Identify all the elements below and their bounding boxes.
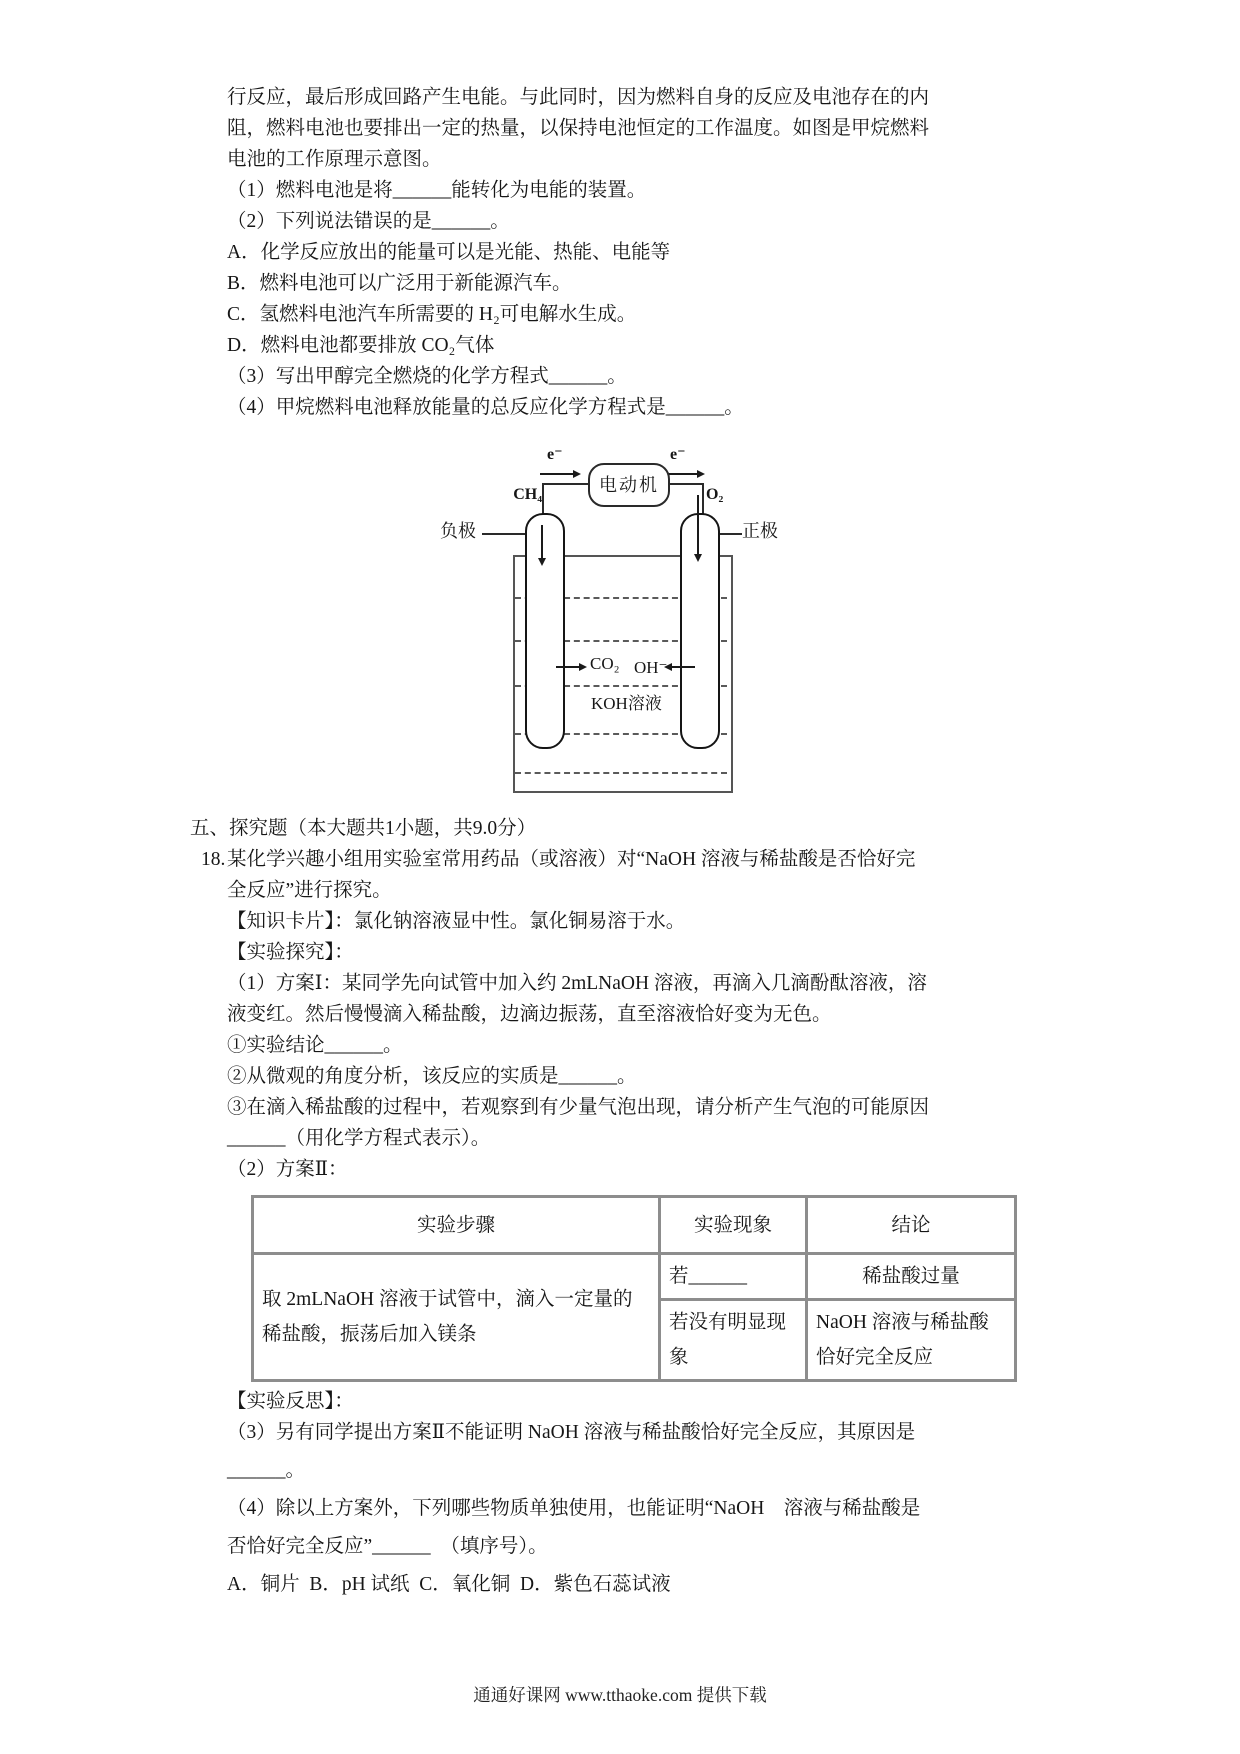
sub-question-1: ①实验结论______。: [227, 1035, 403, 1056]
cell-phenomenon: 若______: [660, 1254, 807, 1300]
motor-box: [588, 463, 670, 507]
header-steps: 实验步骤: [253, 1197, 660, 1254]
question-number: 18.: [201, 849, 226, 870]
electron-arrow-left: [540, 473, 578, 475]
sub-question-4: 否恰好完全反应”______ （填序号）。: [227, 1536, 548, 1557]
question-item-4: （4）甲烷燃料电池释放能量的总反应化学方程式是______。: [227, 397, 744, 418]
header-phenomenon: 实验现象: [660, 1197, 807, 1254]
page-content: [190, 82, 989, 1600]
question-item-3: （3）写出甲醇完全燃烧的化学方程式______。: [227, 366, 627, 387]
cell-conclusion: 稀盐酸过量: [807, 1254, 1016, 1300]
cell-conclusion: NaOH 溶液与稀盐酸恰好完全反应: [807, 1300, 1016, 1381]
plan1-line: 液变红。然后慢慢滴入稀盐酸，边滴边振荡，直至溶液恰好变为无色。: [227, 1004, 832, 1025]
electrolyte-label: KOH溶液: [591, 694, 662, 713]
negative-electrode-line: [482, 533, 525, 535]
positive-electrode-tube: [680, 513, 720, 749]
wire-left-down: [542, 483, 544, 517]
plan1-line: （1）方案Ⅰ：某同学先向试管中加入约 2mLNaOH 溶液，再滴入几滴酚酞溶液，溶: [227, 973, 927, 994]
paragraph-line: 行反应，最后形成回路产生电能。与此同时，因为燃料自身的反应及电池存在的内: [227, 87, 930, 108]
question-stem-text: 某化学兴趣小组用实验室常用药品（或溶液）对“NaOH 溶液与稀盐酸是否恰好完: [227, 849, 916, 870]
o2-label: O₂: [706, 486, 724, 503]
sub-question-2: ②从微观的角度分析，该反应的实质是______。: [227, 1066, 637, 1087]
electron-label-left: e⁻: [547, 446, 563, 463]
motor-label: 电动机: [599, 474, 659, 495]
oh-label: OH⁻: [634, 658, 668, 677]
sub-question-3-blank: ______（用化学方程式表示）。: [227, 1128, 491, 1149]
co2-label: CO₂: [590, 654, 620, 673]
wire-right: [666, 483, 704, 485]
paragraph-line: 电池的工作原理示意图。: [227, 149, 442, 170]
negative-electrode-label: 负极: [440, 521, 476, 541]
ch4-label: CH₄: [513, 486, 542, 503]
choice-a: A．化学反应放出的能量可以是光能、热能、电能等: [227, 242, 671, 263]
question-18-stem: 全反应”进行探究。: [227, 880, 392, 901]
sub-question-3b: （3）另有同学提出方案Ⅱ不能证明 NaOH 溶液与稀盐酸恰好完全反应，其原因是: [227, 1422, 916, 1443]
positive-electrode-label: 正极: [742, 521, 778, 541]
sub-question-3b-blank: ______。: [227, 1460, 306, 1481]
ch4-flow-arrow: [541, 525, 543, 563]
co2-arrow: [556, 666, 584, 668]
wire-left: [542, 483, 588, 485]
negative-electrode-tube: [525, 513, 565, 749]
table-header-row: [253, 1197, 1016, 1254]
fuel-cell-diagram: [440, 447, 800, 799]
sub-question-4: （4）除以上方案外，下列哪些物质单独使用，也能证明“NaOH 溶液与稀盐酸是: [227, 1498, 921, 1519]
oh-arrow: [667, 666, 695, 668]
table-row: [253, 1254, 1016, 1300]
electron-label-right: e⁻: [670, 446, 686, 463]
question-18-stem: [201, 844, 987, 875]
plan2-label: （2）方案Ⅱ：: [227, 1159, 348, 1180]
cell-step: 取 2mLNaOH 溶液于试管中，滴入一定量的稀盐酸，振荡后加入镁条: [253, 1254, 660, 1381]
positive-electrode-line: [718, 533, 742, 535]
knowledge-card: 【知识卡片】：氯化钠溶液显中性。氯化铜易溶于水。: [227, 911, 686, 932]
liquid-level-line: [515, 772, 727, 774]
sub-question-4-choices: A．铜片 B．pH 试纸 C．氧化铜 D．紫色石蕊试液: [227, 1574, 671, 1595]
choice-b: B．燃料电池可以广泛用于新能源汽车。: [227, 273, 572, 294]
wire-right-down: [702, 483, 704, 517]
choice-c: C．氢燃料电池汽车所需要的 H₂可电解水生成。: [227, 304, 637, 325]
explore-header: 【实验探究】：: [227, 942, 354, 963]
page-footer: 通通好课网 www.tthaoke.com 提供下载: [473, 1685, 767, 1705]
paragraph-line: 阻，燃料电池也要排出一定的热量，以保持电池恒定的工作温度。如图是甲烷燃料: [227, 118, 930, 139]
header-conclusion: 结论: [807, 1197, 1016, 1254]
o2-flow-arrow: [697, 495, 699, 559]
reflect-header: 【实验反思】：: [227, 1391, 354, 1412]
sub-question-3: ③在滴入稀盐酸的过程中，若观察到有少量气泡出现，请分析产生气泡的可能原因: [227, 1097, 930, 1118]
question-item-2: （2）下列说法错误的是______。: [227, 211, 510, 232]
cell-phenomenon: 若没有明显现象: [660, 1300, 807, 1381]
section-header: 五、探究题（本大题共1小题，共9.0分）: [190, 818, 537, 839]
experiment-table: [251, 1195, 1017, 1382]
electron-arrow-right: [664, 473, 702, 475]
choice-d: D．燃料电池都要排放 CO₂气体: [227, 335, 495, 356]
question-item-1: （1）燃料电池是将______能转化为电能的装置。: [227, 180, 647, 201]
